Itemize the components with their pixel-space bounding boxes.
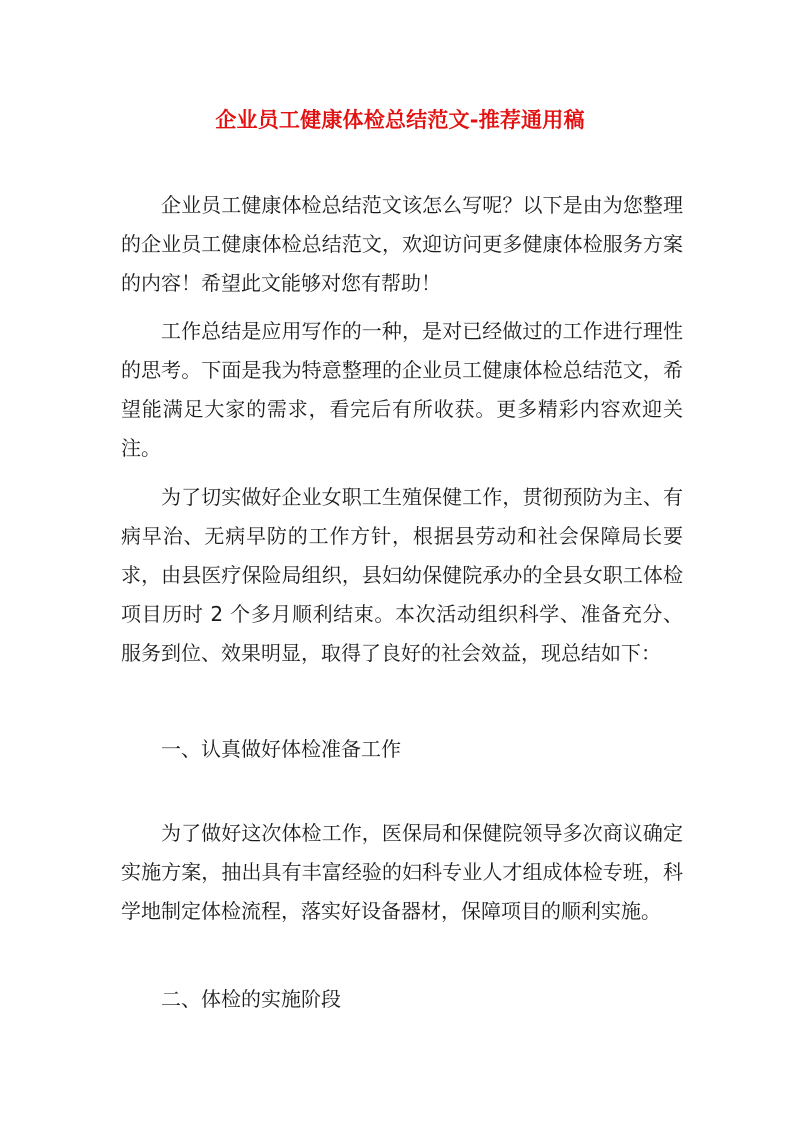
- section-1-heading: 一、认真做好体检准备工作: [161, 737, 401, 761]
- section-2-heading: 二、体检的实施阶段: [161, 987, 341, 1011]
- document-title: 企业员工健康体检总结范文-推荐通用稿: [215, 108, 585, 132]
- section-1-paragraph: 为了做好这次体检工作，医保局和保健院领导多次商议确定实施方案，抽出具有丰富经验的妇科专业人才组成体检专班，科学地制定体检流程，落实好设备器材，保障项目的顺利实施。: [121, 821, 683, 923]
- intro-paragraph-1: 企业员工健康体检总结范文该怎么写呢？以下是由为您整理的企业员工健康体检总结范文，欢迎访问更多健康体检服务方案的内容！希望此文能够对您有帮助！: [121, 193, 683, 295]
- intro-paragraph-2: 工作总结是应用写作的一种，是对已经做过的工作进行理性的思考。下面是我为特意整理的企业员工健康体检总结范文，希望能满足大家的需求，看完后有所收获。更多精彩内容欢迎关注。: [121, 319, 683, 460]
- body-paragraph-1: 为了切实做好企业女职工生殖保健工作，贯彻预防为主、有病早治、无病早防的工作方针，根据县劳动和社会保障局长要求，由县医疗保险局组织，县妇幼保健院承办的全县女职工体检项目历时 2 个多月顺利结束。本次活动组织科学、准备充分、服务到位、效果明显，取得了良好的社会效益，现总结如下：: [121, 485, 683, 665]
